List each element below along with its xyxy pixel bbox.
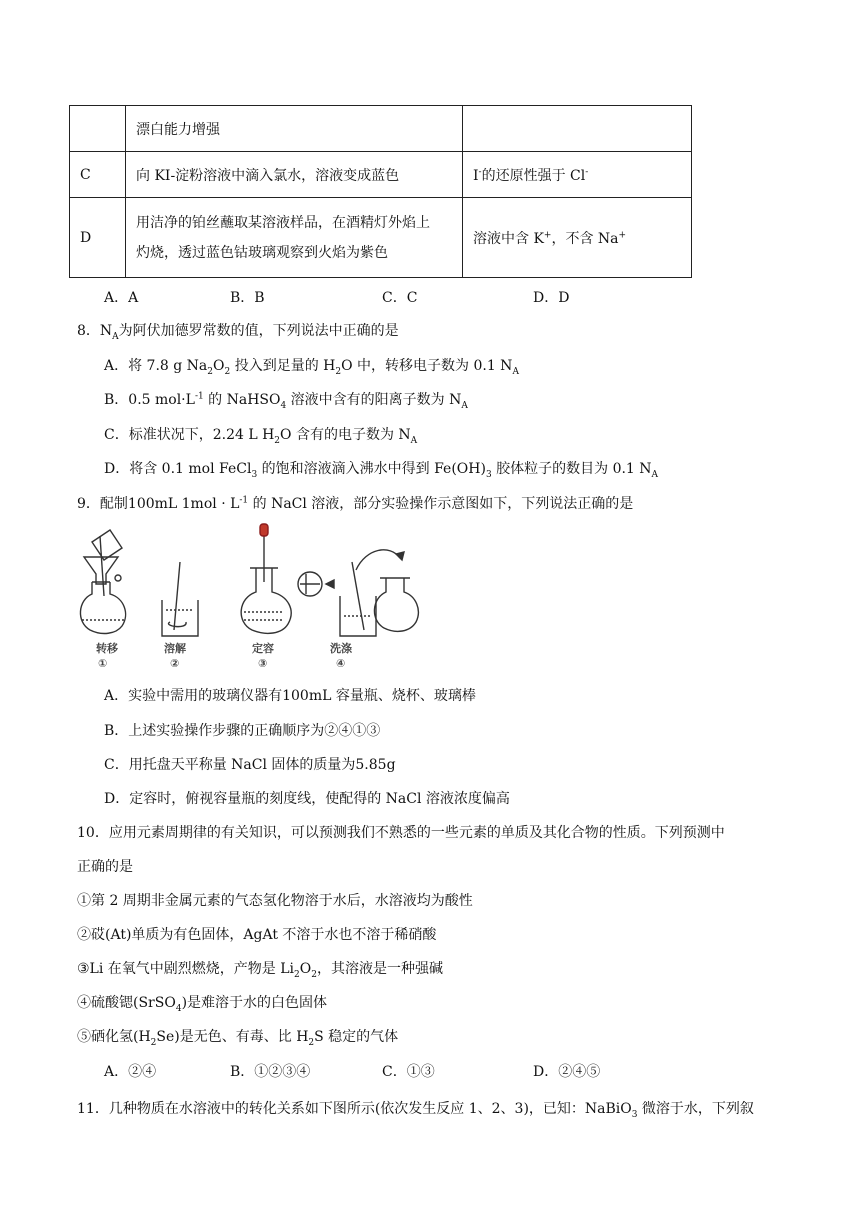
row-label: D [70,198,126,278]
table-cell: I-的还原性强于 Cl- [463,152,692,198]
option-c: C．用托盘天平称量 NaCl 固体的质量为5.85g [104,757,396,773]
volumetric-flask-transfer-icon [80,530,125,633]
figure-label: 定容 [252,642,274,655]
option-a: A．A [104,290,139,306]
lab-procedure-figure [70,522,420,670]
question-stem-cont: 正确的是 [77,859,133,875]
option-a: A．②④ [104,1064,157,1080]
table-cell: 溶液中含 K+，不含 Na+ [463,198,692,278]
table-cell: 漂白能力增强 [126,106,463,152]
option-c: C．标准状况下，2.24 L $H_2O$ 含有的电子数为 $N_A$ [104,427,418,446]
statement-3: ③Li 在氧气中剧烈燃烧，产物是 $Li_2O_2$，其溶液是一种强碱 [77,961,443,980]
table-cell [463,106,692,152]
figure-label: 溶解 [164,642,186,655]
option-b: B．上述实验操作步骤的正确顺序为②④①③ [104,723,381,739]
table-cell [70,106,126,152]
beaker-dissolve-icon [162,562,198,636]
table-row [70,106,692,152]
option-c: C．①③ [382,1064,435,1080]
table-row [70,152,692,198]
figure-number: ③ [258,657,268,670]
table-cell: 用洁净的铂丝蘸取某溶液样品，在酒精灯外焰上 灼烧，透过蓝色钴玻璃观察到火焰为紫色 [126,198,463,278]
table-row [70,198,692,278]
statement-1: ①第 2 周期非金属元素的气态氢化物溶于水后，水溶液均为酸性 [77,893,473,909]
statement-4: ④硫酸锶(SrSO$_4$)是难溶于水的白色固体 [77,995,328,1014]
option-b: B．0.5 $mol\cdot L^{-1}$ 的 NaHSO$_4$ 溶液中含有的阳离子数为 $N_A$ [104,391,468,411]
figure-number: ④ [336,657,346,670]
option-c: C．C [382,290,418,306]
options-table [69,105,692,278]
figure-number: ① [98,657,108,670]
row-label: C [70,152,126,198]
question-stem: 10．应用元素周期律的有关知识，可以预测我们不熟悉的一些元素的单质及其化合物的性质。下列预测中 [77,825,725,841]
option-d: D．②④⑤ [533,1064,601,1080]
option-b: B．B [230,290,265,306]
figure-label: 转移 [96,642,118,655]
option-d: D．定容时，俯视容量瓶的刻度线，使配得的 NaCl 溶液浓度偏高 [104,791,510,807]
figure-number: ② [170,657,180,670]
statement-2: ②砹(At)单质为有色固体，AgAt 不溶于水也不溶于稀硝酸 [77,927,437,943]
table-cell: 向 KI-淀粉溶液中滴入氯水，溶液变成蓝色 [126,152,463,198]
washing-icon [340,550,418,636]
question-stem: 9．配制100mL $1mol \cdot L^{-1}$ 的 NaCl 溶液，部分实验操作示意图如下，下列说法正确的是 [77,495,634,512]
question-stem: 8．$N_A$为阿伏加德罗常数的值，下列说法中正确的是 [77,323,399,342]
volumetric-flask-fill-icon [241,524,334,633]
option-d: D．D [533,290,570,306]
option-d: D．将含 0.1 mol FeCl$_3$ 的饱和溶液滴入沸水中得到 $Fe(OH)_3$ 胶体粒子的数目为 0.1 $N_A$ [104,461,659,480]
statement-5: ⑤硒化氢$(H_2Se)$是无色、有毒、比 $H_2S$ 稳定的气体 [77,1029,399,1048]
option-b: B．①②③④ [230,1064,311,1080]
option-a: A．实验中需用的玻璃仪器有100mL 容量瓶、烧杯、玻璃棒 [104,688,476,704]
figure-label: 洗涤 [330,642,352,655]
option-a: A．将 7.8 g $Na_2O_2$ 投入到足量的 $H_2O$ 中，转移电子数为 0.1 $N_A$ [104,358,519,377]
question-11-stem: 11．几种物质在水溶液中的转化关系如下图所示(依次发生反应 1、2、3)，已知：NaBiO$_3$ 微溶于水，下列叙 [77,1101,754,1120]
